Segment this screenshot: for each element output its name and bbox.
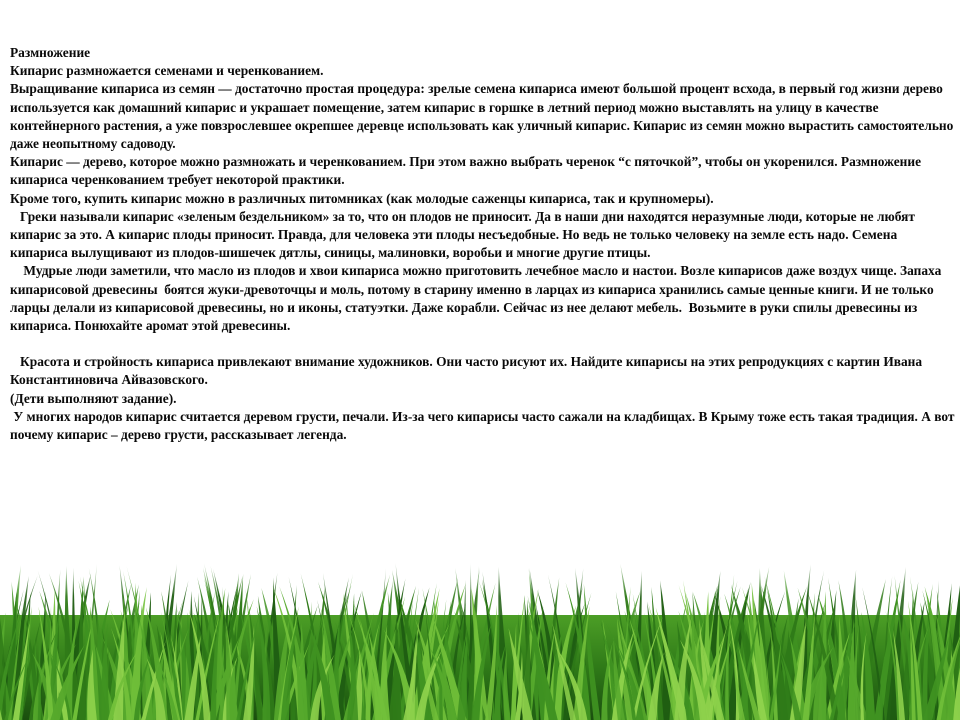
- grass-decoration: [0, 555, 960, 720]
- paragraph-spacer: [10, 335, 955, 353]
- paragraph-wise-people: Мудрые люди заметили, что масло из плодов и хвои кипариса можно приготовить лечебное масло и настои. Возле кипарисов даже воздух чище. Запаха кипарисовой древесины боятся жуки-древоточцы и моль, потому в старину именно в ларцах из кипариса хранились самые ценные книги. И не только ларцы делали из кипарисовой древесины, но и иконы, статуэтки. Даже корабли. Сейчас из нее делают мебель. Возьмите в руки спилы древесины из кипариса. Понюхайте аромат этой древесины.: [10, 263, 945, 334]
- paragraph-task: (Дети выполняют задание).: [10, 390, 177, 406]
- paragraph-cuttings: Кипарис — дерево, которое можно размножать и черенкованием. При этом важно выбрать черенок “с пяточкой”, чтобы он укоренился. Размножение кипариса черенкованием требует некоторой практики.: [10, 154, 922, 188]
- heading-reproduction: Размножение: [10, 45, 91, 60]
- paragraph-artists: Красота и стройность кипариса привлекают внимание художников. Они часто рисуют их. Найдите кипарисы на этих репродукциях с картин Ивана Константиновича Айвазовского.: [10, 354, 926, 388]
- paragraph-sadness: У многих народов кипарис считается деревом грусти, печали. Из-за чего кипарисы часто сажали на кладбищах. В Крыму тоже есть такая традиция. А вот почему кипарис – дерево грусти, рассказывает легенда.: [10, 408, 958, 443]
- paragraph-seeds: Выращивание кипариса из семян — достаточно простая процедура: зрелые семена кипариса имеют большой процент всхода, в первый год жизни дерево используется как домашний кипарис и украшает помещение, затем кипарис в горшке в летний период можно выставлять на улицу в качестве контейнерного растения, а уже повзрослевшее окрепшее деревце использовать как уличный кипарис. Кипарис из семян можно вырастить самостоятельно даже неопытному садоводу.: [10, 81, 954, 152]
- paragraph-greeks: Греки называли кипарис «зеленым бездельником» за то, что он плодов не приносит. Да в наши дни находятся неразумные люди, которые не любят кипарис за это. А кипарис плоды приносит. Правда, для человека эти плоды несъедобные. Но ведь не только человеку на земле есть надо. Семена кипариса вылущивают из плодов-шишечек дятлы, синицы, малиновки, воробьи и многие другие птицы.: [10, 208, 919, 261]
- lesson-text: [10, 44, 958, 444]
- paragraph-nurseries: Кроме того, купить кипарис можно в различных питомниках (как молодые саженцы кипариса, так и крупномеры).: [10, 190, 714, 206]
- paragraph-methods: Кипарис размножается семенами и черенкованием.: [10, 63, 324, 79]
- grass-top-fade: [0, 555, 960, 720]
